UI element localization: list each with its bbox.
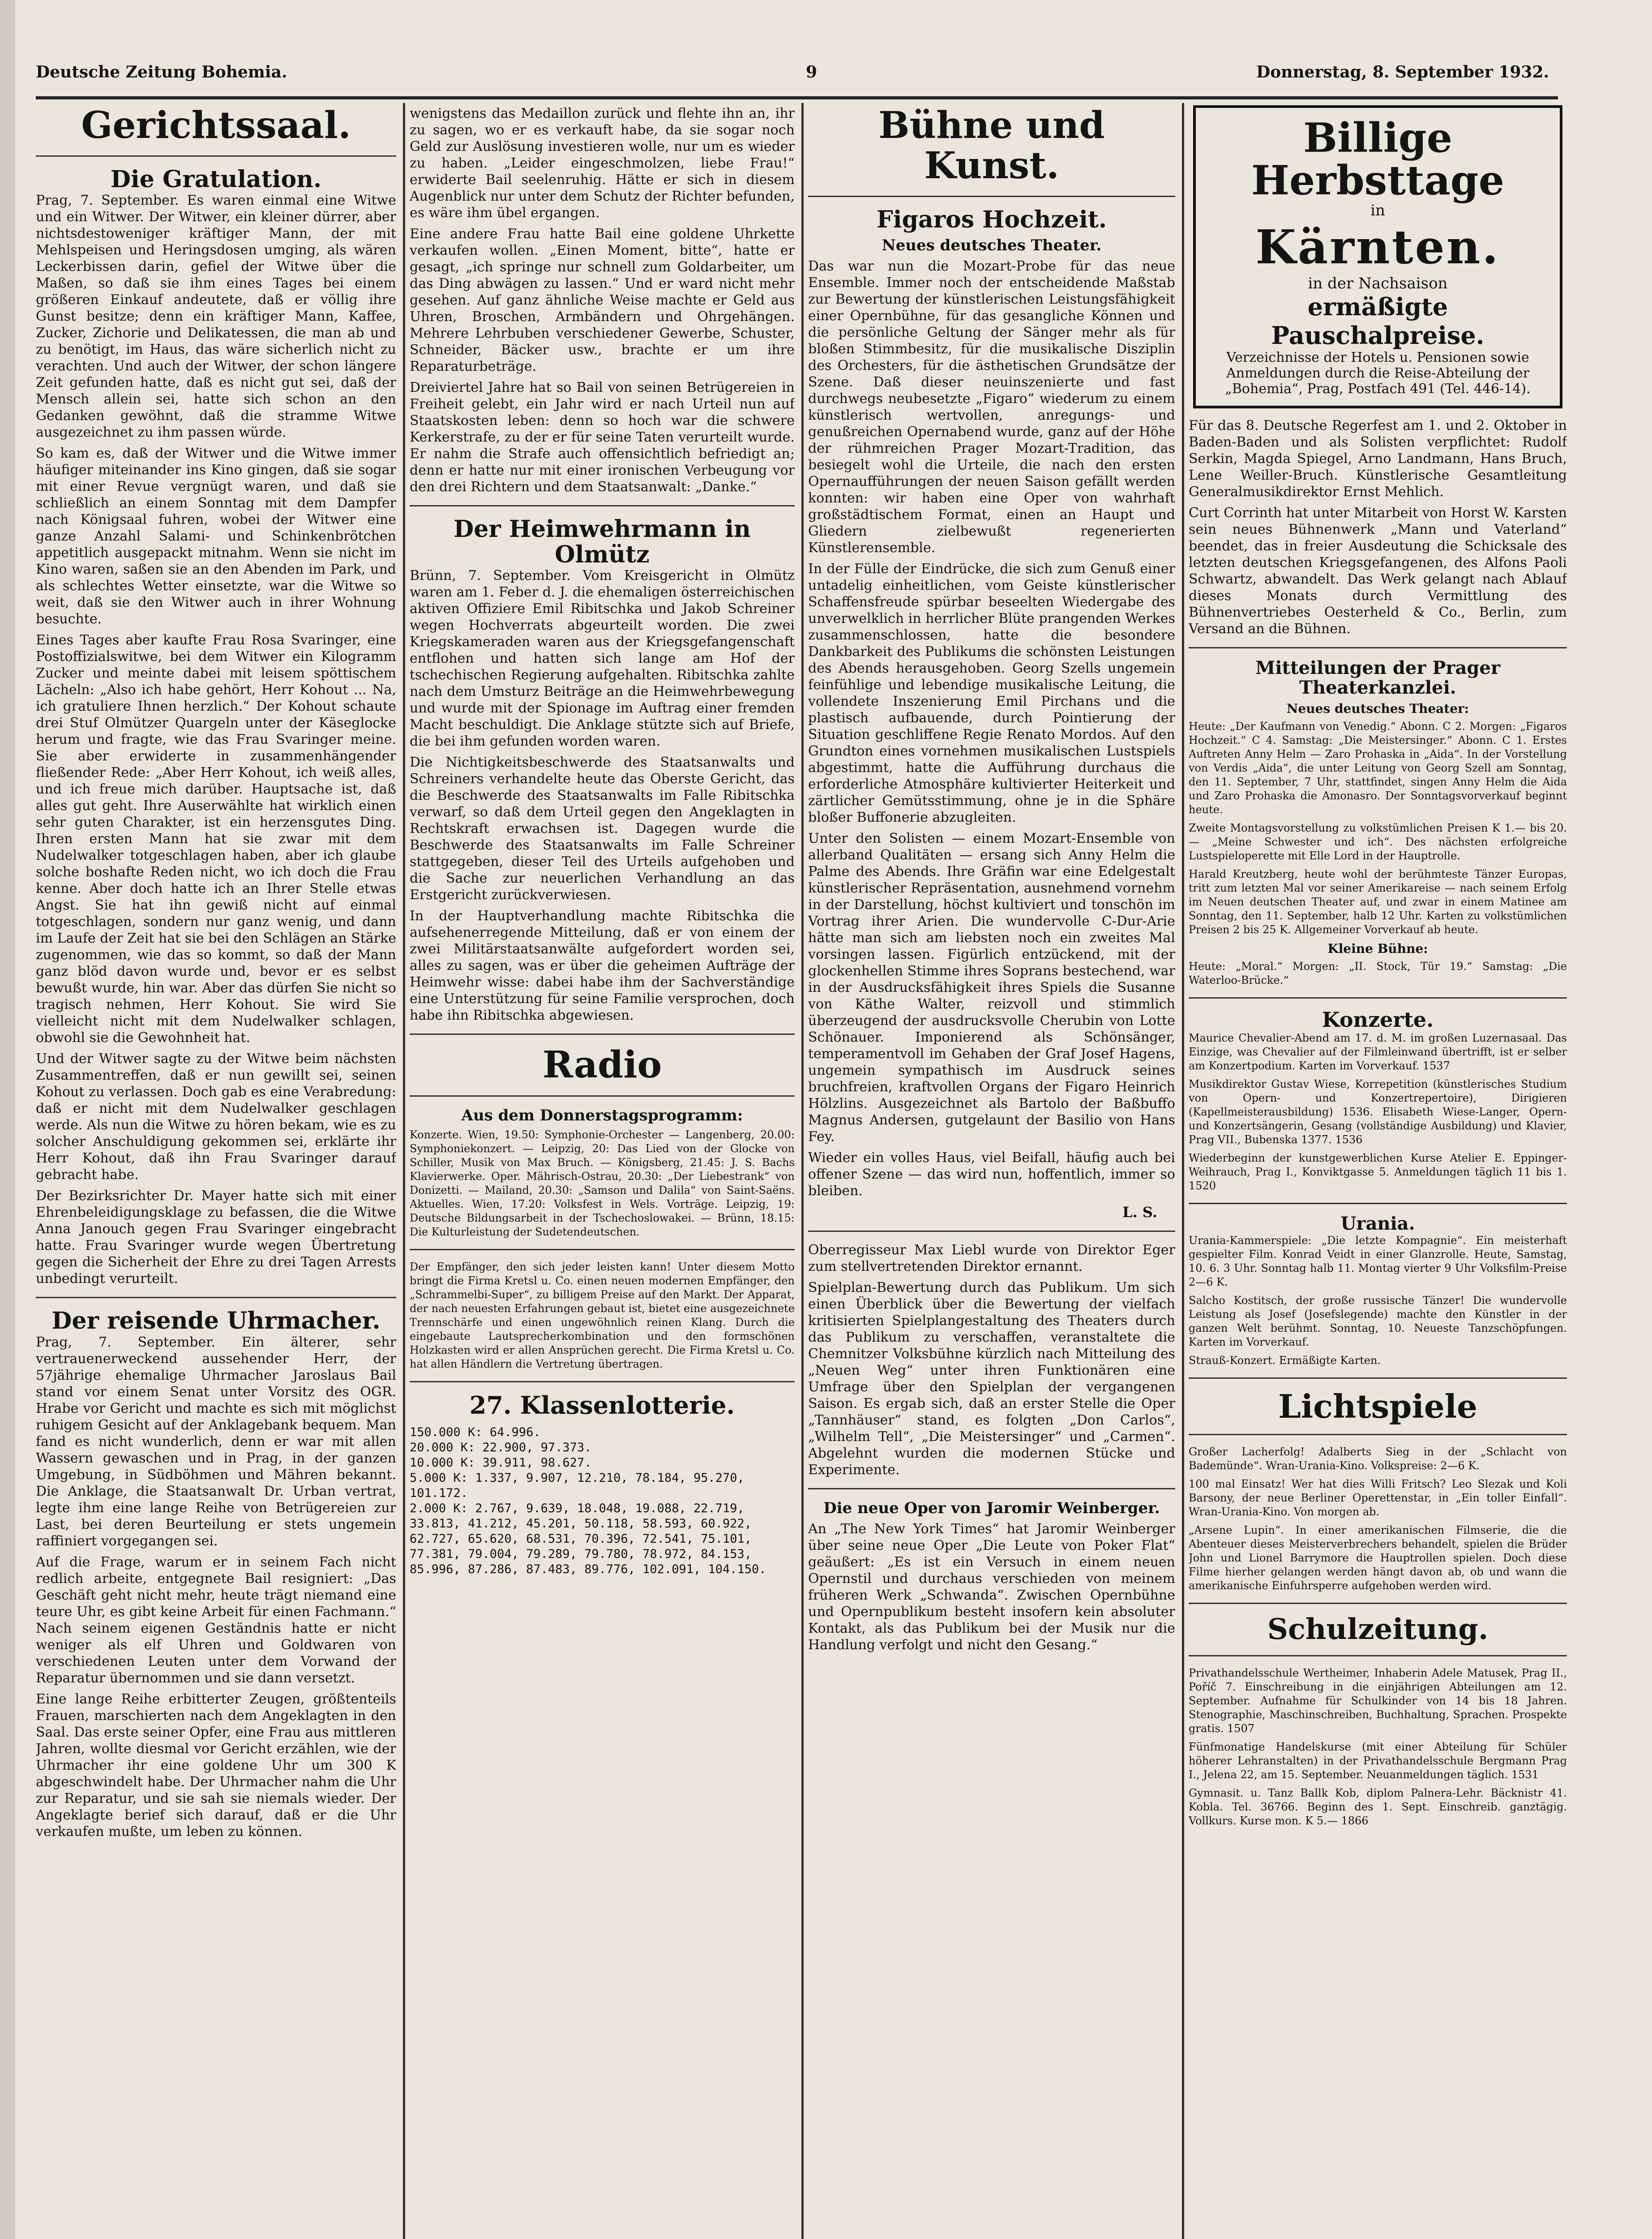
- column-2: [410, 105, 795, 2239]
- article-paragraph: Prag, 7. September. Es waren einmal eine Witwe und ein Witwer. Der Witwer, ein kleiner dürrer, aber nichtsdestoweniger kräftiger Mann, der mit Mehlspeisen und Heringsdosen umging, als wären Leckerbissen darin, gefiel der Witwe über die Maßen, so daß sie ihm eines Tages bei einem größeren Einkauf andeutete, daß er völlig ihre Gunst besitze; denn ein kräftiger Mann, Kaffee, Zucker, Zichorie und Delikatessen, die man ab und zu benötigt, im Haus, das wäre sicherlich nicht zu verachten. Und auch der Witwer, der schon längere Zeit gefunden hatte, daß es nicht gut sei, daß der Mensch allein sei, hatte sich schon an den Gedanken gewöhnt, daß die stramme Witwe ausgezeichnet zu ihm passen würde.: [36, 193, 396, 441]
- notice-paragraph: Wiederbeginn der kunstgewerblichen Kurse Atelier E. Eppinger-Weihrauch, Prag I., Konviktgasse 5. Anmeldungen täglich 11 bis 1. 1520: [1189, 1151, 1567, 1192]
- section-rule: [410, 1381, 795, 1382]
- ad-details: Verzeichnisse der Hotels u. Pensionen sowie Anmeldungen durch die Reise-Abteilung der „Bohemia“, Prag, Postfach 491 (Tel. 446-14).: [1225, 350, 1531, 397]
- article-title: Die neue Oper von Jaromir Weinberger.: [823, 1499, 1160, 1517]
- article-paragraph: wenigstens das Medaillon zurück und flehte ihn an, ihr zu sagen, wo er es verkauft habe, da sie sogar noch Geld zur Auslösung investieren wolle, nur um es wieder zu haben. „Leider eingeschmolzen, liebe Frau!“ erwiderte Bail seelenruhig. Hätte er sich in diesem Augenblick nur unter dem Schutz der Richter befunden, es wäre ihm übel ergangen.: [410, 106, 795, 221]
- article-paragraph: Der Bezirksrichter Dr. Mayer hatte sich mit einer Ehrenbeleidigungsklage zu befassen, die die Witwe Anna Janouch gegen Frau Svaringer eingebracht hatte. Frau Svaringer wurde wegen Übertretung gegen die Sicherheit der Ehre zu drei Tagen Arrests unbedingt verurteilt.: [36, 1188, 396, 1287]
- notice-paragraph: Maurice Chevalier-Abend am 17. d. M. im großen Luzernasaal. Das Einzige, was Chevalier auf der Filmleinwand übertrifft, ist er selber am Konzertpodium. Karten im Vorverkauf. 1537: [1189, 1031, 1567, 1072]
- lottery-line: 77.381, 79.004, 79.289, 79.780, 78.972, 84.153,: [410, 1547, 752, 1561]
- notice-paragraph: Großer Lacherfolg! Adalberts Sieg in der „Schlacht von Bademünde“. Wran-Urania-Kino. Volkspreise: 2—6 K.: [1189, 1445, 1567, 1472]
- page-header: [36, 63, 1549, 90]
- section-rule: [808, 196, 1175, 197]
- section-subtitle: Kleine Bühne:: [1327, 941, 1428, 956]
- column-1: [36, 105, 396, 2239]
- section-title-lichtspiele: Lichtspiele: [1278, 1387, 1477, 1425]
- issue-date: Donnerstag, 8. September 1932.: [1256, 63, 1549, 81]
- article-paragraph: In der Hauptverhandlung machte Ribitschka die aufsehenerregende Mitteilung, daß er von einem der zwei Militärstaatsanwälte aufgefordert worden sei, alles zu sagen, was er über die geheimen Aufträge der Heimwehr wisse: dabei habe ihm der Sachverständige eine Unterstützung für seine Familie versprochen, doch habe ihn Ribitschka abgewiesen.: [410, 908, 795, 1024]
- article-rule: [410, 505, 795, 506]
- article-paragraph: Wieder ein volles Haus, viel Beifall, häufig auch bei offener Szene — das wird nun, hoffentlich, immer so bleiben.: [808, 1150, 1175, 1199]
- radio-subtitle: Aus dem Donnerstagsprogramm:: [461, 1106, 743, 1124]
- article-paragraph: Eine andere Frau hatte Bail eine goldene Uhrkette verkaufen wollen. „Einen Moment, bitte“, hatte er gesagt, „ich springe nur schnell zum Goldarbeiter, um das Ding abwägen zu lassen.“ Und er ward nicht mehr gesehen. Auf ganz ähnliche Weise machte er Geld aus Uhren, Broschen, Armbändern und Ohrgehängen. Mehrere Lehrbuben verschiedener Gewerbe, Schuster, Schneider, Bäcker usw., brachte er um ihre Reparaturbeträge.: [410, 226, 795, 374]
- section-subtitle: Neues deutsches Theater:: [1286, 701, 1469, 716]
- article-paragraph: Prag, 7. September. Ein älterer, sehr vertrauenerweckend aussehender Herr, der 57jährige ehemalige Uhrmacher Jaroslaus Bail stand vor einem Senat unter Vorsitz des OGR. Hrabe vor Gericht und machte es sich mit möglichst ruhigem Gesicht auf der Anklagebank bequem. Man fand es nicht wunderlich, denn er war mit allen Wassern gewaschen und in Prag, in der ganzen Umgebung, in Südböhmen und Mähren bekannt. Die Anklage, die Staatsanwalt Dr. Urban vertrat, legte ihm eine lange Reihe von Betrügereien zur Last, bei deren Beurteilung er stets ungemein raffiniert vorgegangen sei.: [36, 1334, 396, 1549]
- notice-paragraph: Harald Kreutzberg, heute wohl der berühmteste Tänzer Europas, tritt zum letzten Mal vor seiner Amerikareise — nach seinem Erfolg im Neuen deutschen Theater auf, und zwar in einem Matinee am Sonntag, den 11. September, halb 12 Uhr. Karten zu volkstümlichen Preisen 2 bis 25 K. Allgemeiner Vorverkauf ab heute.: [1189, 868, 1567, 936]
- article-paragraph: Eine lange Reihe erbitterter Zeugen, größtenteils Frauen, marschierten nach dem Angeklagten in den Saal. Das erste seiner Opfer, eine Frau aus mittleren Jahren, wollte diesmal vor Gericht erzählen, wie der Uhrmacher ihr eine goldene Uhr um 300 K abgeschwindelt habe. Der Uhrmacher nahm die Uhr zur Reparatur, und sie sah sie niemals wieder. Der Angeklagte berief sich darauf, daß er die Uhr verkaufen mußte, um leben zu können.: [36, 1691, 396, 1840]
- article-title: Figaros Hochzeit.: [877, 206, 1107, 234]
- notice-paragraph: Zweite Montagsvorstellung zu volkstümlichen Preisen K 1.— bis 20.— „Meine Schwester und ich“. Des nächsten erfolgreiche Lustspieloperette mit Elle Lord in der Hauptrolle.: [1189, 822, 1567, 862]
- travel-advertisement: [1193, 105, 1562, 408]
- masthead-name: Deutsche Zeitung Bohemia.: [36, 63, 287, 81]
- column-rule: [1182, 103, 1184, 2239]
- column-4: [1189, 105, 1567, 2239]
- article-paragraph: Für das 8. Deutsche Regerfest am 1. und 2. Oktober in Baden-Baden und als Solisten verpflichtet: Rudolf Serkin, Magda Spiegel, Arno Landmann, Hans Bruch, Lene Weiller-Bruch. Künstlerische Gesamtleitung Generalmusikdirektor Ernst Mehlich.: [1189, 418, 1567, 500]
- section-rule: [410, 1034, 795, 1035]
- notice-paragraph: Urania-Kammerspiele: „Die letzte Kompagnie“. Ein meisterhaft gespielter Film. Konrad Veidt in einer Glanzrolle. Heute, Samstag, 10. 6. 3 Uhr. Sonntag halb 11. Montag vierter 9 Uhr Volksfilm-Preise 2—6 K.: [1189, 1234, 1567, 1288]
- lottery-line: 20.000 K: 22.900, 97.373.: [410, 1440, 592, 1454]
- section-rule: [1189, 647, 1567, 648]
- article-paragraph: In der Fülle der Eindrücke, die sich zum Genuß einer untadelig einheitlichen, vom Geiste künstlerischer Schaffensfreude spürbar beseelten Wiedergabe des unverwelklich in herrlicher Blüte prangenden Werkes zusammenschlossen, hatte die besondere Dankbarkeit des Publikums die schönsten Leistungen des Abends herausgehoben. Georg Szells ungemein feinfühlige und lebendige musikalische Leitung, die vollendete Inszenierung Emil Pirchans und die plastisch aufbauende, durch Pointierung der Situation geschliffene Regie Renato Mordos. Auf den Grundton eines vornehmen musikalischen Lustspiels abgestimmt, hatte die Aufführung durchaus die erforderliche Atmosphäre kultivierter Heiterkeit und zärtlicher Gemütsstimmung, ohne je in die Sphäre bloßer Buffonerie abzugleiten.: [808, 561, 1175, 825]
- section-rule: [1189, 1377, 1567, 1379]
- article-rule: [36, 1297, 396, 1298]
- section-title-schulzeitung: Schulzeitung.: [1267, 1612, 1489, 1646]
- column-rule: [801, 103, 804, 2239]
- page-edge: [0, 0, 15, 2239]
- radio-program: Konzerte. Wien, 19.50: Symphonie-Orchester — Langenberg, 20.00: Symphoniekonzert. — Leipzig, 20: Das Lied von der Glocke von Schiller, Musik von Max Bruch. — Königsberg, 21.45: J. S. Bachs Klavierwerke. Oper. Mährisch-Ostrau, 20.30: „Der Liebestrank“ von Donizetti. — Mailand, 20.30: „Samson und Dalila“ von Saint-Saëns. Aktuelles. Wien, 17.20: Volksfest in Wels. Vorträge. Leipzig, 19: Deutsche Bildungsarbeit in der Tschechoslowakei. — Brünn, 18.15: Die Kulturleistung der Sudetendeutschen.: [410, 1128, 795, 1238]
- lottery-line: 62.727, 65.620, 68.531, 70.396, 72.541, 75.101,: [410, 1531, 752, 1546]
- notice-paragraph: Heute: „Moral.“ Morgen: „II. Stock, Tür 19.“ Samstag: „Die Waterloo-Brücke.“: [1189, 960, 1567, 987]
- article-title: Der reisende Uhrmacher.: [51, 1307, 381, 1335]
- section-rule: [1189, 1203, 1567, 1204]
- section-rule: [1189, 1603, 1567, 1604]
- section-rule: [1189, 1434, 1567, 1435]
- section-title-konzerte: Konzerte.: [1322, 1008, 1434, 1032]
- notice-paragraph: Fünfmonatige Handelskurse (mit einer Abteilung für Schüler höherer Lehranstalten) in der Privathandelsschule Bergmann Prag I., Jelena 22, am 15. September. Neuanmeldungen täglich. 1531: [1189, 1741, 1567, 1781]
- column-3: [808, 105, 1175, 2239]
- notice-paragraph: Privathandelsschule Wertheimer, Inhaberin Adele Matusek, Prag II., Poříč 7. Einschreibung in die einjährigen Abteilungen am 12. September. Aufnahme für Schulkinder von 14 bis 18 Jahren. Stenographie, Maschinschreiben, Buchhaltung, Sprachen. Prospekte gratis. 1507: [1189, 1667, 1567, 1735]
- section-rule: [36, 155, 396, 157]
- section-rule: [410, 1095, 795, 1097]
- lottery-line: 101.172.: [410, 1486, 468, 1500]
- article-paragraph: Auf die Frage, warum er in seinem Fach nicht redlich arbeite, entgegnete Bail resigniert: „Das Geschäft geht nicht mehr, heute trägt niemand eine teure Uhr, es gibt keine Arbeit für einen Fachmann.“ Nach seinem eigenen Geständnis hatte er nicht weniger als elf Uhren und Goldwaren von verschiedenen Leuten unter dem Vorwand der Reparatur übernommen und sie dann versetzt.: [36, 1554, 396, 1686]
- article-rule: [410, 1249, 795, 1250]
- article-paragraph: Das war nun die Mozart-Probe für das neue Ensemble. Immer noch der entscheidende Maßstab zur Bewertung der künstlerischen Leistungsfähigkeit einer Opernbühne, für das gesangliche Können und die persönliche Geltung der Sänger mehr als für bloßen Stimmbesitz, für die musikalische Disziplin des Orchesters, für die ästhetischen Grundsätze der Szene. Daß dieser neuinszenierte und fast durchwegs neubesetzte „Figaro“ wiederum zu einem künstlerisch wertvollen, anregungs- und genußreichen Opernabend wurde, ganz auf der Höhe der rühmreichen Prager Mozart-Tradition, das besiegelt wohl die Urteile, die nach den ersten Opernaufführungen der neuen Saison gefällt werden konnten: wir haben eine Oper von wahrhaft großstädtischem Format, einen an Haupt und Gliedern zielbewußt regenerierten Künstlerensemble.: [808, 258, 1175, 556]
- lottery-title: 27. Klassenlotterie.: [469, 1390, 735, 1420]
- lottery-line: 10.000 K: 39.911, 98.627.: [410, 1455, 592, 1470]
- ad-subheadline: ermäßigte Pauschalpreise.: [1271, 292, 1485, 350]
- article-paragraph: Brünn, 7. September. Vom Kreisgericht in Olmütz waren am 1. Feber d. J. die ehemaligen österreichischen aktiven Offiziere Emil Ribitschka und Jakob Schreiner wegen Hochverrats abgeurteilt worden. Die zwei Kriegskameraden waren aus der Kriegsgefangenschaft entflohen und hatten sich lange am Hof der tschechischen Regierung aufgehalten. Ribitschka zahlte nach dem Umsturz Beiträge an die Heimwehrbewegung und wurde mit der Spionage im Auftrag einer fremden Macht beschuldigt. Die Anklage stützte sich auf Briefe, die bei ihm gefunden worden waren.: [410, 568, 795, 750]
- ad-text: in: [1370, 202, 1385, 219]
- notice-paragraph: Strauß-Konzert. Ermäßigte Karten.: [1189, 1354, 1381, 1367]
- ad-headline: Billige Herbsttage: [1251, 114, 1504, 204]
- notice-paragraph: Musikdirektor Gustav Wiese, Korrepetition (künstlerisches Studium von Opern- und Konzertrepertoire), Dirigieren (Kapellmeisterausbildung) 1536. Elisabeth Wiese-Langer, Opern- und Konzertsängerin, Gesang (vollständige Ausbildung) und Klavier, Prag VII., Bubenska 1377. 1536: [1189, 1077, 1567, 1146]
- section-rule: [1189, 1655, 1567, 1656]
- section-title-urania: Urania.: [1340, 1213, 1415, 1234]
- radio-advert: Der Empfänger, den sich jeder leisten kann! Unter diesem Motto bringt die Firma Kretsl u. Co. einen neuen modernen Empfänger, den „Schrammelbi-Super“, zu billigem Preise auf den Markt. Der Apparat, der nach neuesten Erfahrungen gebaut ist, bietet eine ausgezeichnete Trennschärfe und einen ungewöhnlich reinen Klang. Durch die eingebaute Lautsprecherkombination und den formschönen Holzkasten wird er allen Ansprüchen gerecht. Die Firma Kretsl u. Co. hat allen Händlern die Vertretung übertragen.: [410, 1260, 795, 1370]
- article-paragraph: Spielplan-Bewertung durch das Publikum. Um sich einen Überblick über die Bewertung der vielfach kritisierten Spielplangestaltung des Theaters durch das Publikum zu verschaffen, veranstaltete die Chemnitzer Volksbühne kürzlich nach Mitteilung des „Neuen Weg“ unter ihren Funktionären eine Umfrage über den Spielplan der vergangenen Saison. Es ergab sich, daß an erster Stelle die Oper „Tannhäuser“ stand, es folgten „Don Carlos“, „Wilhelm Tell“, „Die Meistersinger“ und „Carmen“. Abgelehnt wurden die modernen Stücke und Experimente.: [808, 1279, 1175, 1478]
- notice-paragraph: „Arsene Lupin“. In einer amerikanischen Filmserie, die die Abenteuer dieses Meisterverbrechers behandelt, spielen die Brüder John und Lionel Barrymore die Hauptrollen spielen. Doch diese Filme hierher gelangen werden hängt davon ab, ob und wann die amerikanische Einfuhrsperre aufgehoben werden wird.: [1189, 1523, 1567, 1592]
- article-title: Die Gratulation.: [110, 166, 322, 193]
- article-paragraph: Eines Tages aber kaufte Frau Rosa Svaringer, eine Postoffizialswitwe, bei dem Witwer ein Kilogramm Zucker und meinte dabei mit leisem spöttischem Lächeln: „Also ich habe gehört, Herr Kohout ... Na, ich gratuliere Ihnen herzlich.“ Der Kohout schaute drei Stuf Olmützer Quargeln unter der Käseglocke herum und fragte, wie das Frau Svaringer meine. Sie aber erwiderte in zusammenhängender fließender Rede: „Aber Herr Kohout, ich weiß alles, und ich freue mich darüber. Hauptsache ist, daß alles gut geht. Ihre Auserwählte hat wirklich einen sehr guten Charakter, ist ein herzensgutes Ding. Ihren ersten Mann hat sie zwar mit dem Nudelwalker totgeschlagen haben, aber ich glaube solche boshafte Reden nicht, wo ich doch die Frau kenne. Aber doch hatte ich an Ihrer Stelle etwas Angst. Sie hat ihn gewiß nicht auf einmal totgeschlagen, sondern nur ganz wenig, und dann im Laufe der Zeit hat sie bei den Schlägen an Stärke zugenommen, wie das so kommt, so daß der Mann ganz blöd davon wurde und, bevor er es selbst bewußt wurde, hin war. Aber das dürfen Sie nicht so tragisch nehmen, Herr Kohout. Sie wird Sie vielleicht nicht mit dem Nudelwalker schlagen, obwohl sie die Gewohnheit hat.: [36, 632, 396, 1046]
- notice-paragraph: 100 mal Einsatz! Wer hat dies Willi Fritsch? Leo Slezak und Koli Barsony, der neue Berliner Operettenstar, in „Ein toller Einfall“. Wran-Urania-Kino. Von morgen ab.: [1189, 1477, 1567, 1518]
- notice-paragraph: Heute: „Der Kaufmann von Venedig.“ Abonn. C 2. Morgen: „Figaros Hochzeit.“ C 4. Samstag: „Die Meistersinger.“ Abonn. C 1. Erstes Auftreten Anny Helm — Zaro Prohaska in „Aida“. In der Vorstellung von Verdis „Aida“, die unter Leitung von Georg Szell am Sonntag, den 11. September, 7 Uhr, stattfindet, singen Anny Helm die Aida und Zaro Prohaska die Amonasro. Der Sonntagsvorverkauf beginnt heute.: [1189, 720, 1567, 816]
- article-paragraph: Oberregisseur Max Liebl wurde von Direktor Eger zum stellvertretenden Direktor ernannt.: [808, 1242, 1175, 1274]
- lottery-line: 150.000 K: 64.996.: [410, 1425, 541, 1439]
- lottery-line: 5.000 K: 1.337, 9.907, 12.210, 78.184, 95.270,: [410, 1471, 745, 1485]
- article-rule: [808, 1231, 1175, 1232]
- article-subtitle: Neues deutsches Theater.: [882, 236, 1102, 254]
- article-paragraph: Die Nichtigkeitsbeschwerde des Staatsanwalts und Schreiners verhandelte heute das Oberste Gericht, das die Beschwerde des Staatsanwalts im Falle Ribitschka verwarf, so daß dem Urteil gegen den Angeklagten in Rechtskraft erwachsen ist. Dagegen wurde die Beschwerde des Staatsanwalts im Falle Schreiner stattgegeben, dieser Teil des Urteils aufgehoben und die Sache zur neuerlichen Verhandlung an das Erstgericht zurückverwiesen.: [410, 755, 795, 903]
- section-rule: [1189, 997, 1567, 999]
- article-title: Der Heimwehrmann in Olmütz: [454, 515, 751, 569]
- article-paragraph: An „The New York Times“ hat Jaromir Weinberger über seine neue Oper „Die Leute von Poker Flat“ geäußert: „Es ist ein Versuch in einem neuen Opernstil und durchaus verschieden von meinem früheren Werk „Schwanda“. Zwischen Opernbühne und Opernpublikum besteht insofern kein absoluter Kontakt, als das Publikum bei der Musik nur die Handlung verfolgt und nicht den Gesang.“: [808, 1521, 1175, 1653]
- notice-paragraph: Salcho Kostitsch, der große russische Tänzer! Die wundervolle Leistung als Josef (Josefslegende) machte den Künstler in der ganzen Welt berühmt. Sonntag, 10. Neueste Tanzschöpfungen. Karten im Vorverkauf.: [1189, 1294, 1567, 1348]
- header-rule: [36, 96, 1558, 99]
- article-paragraph: Curt Corrinth hat unter Mitarbeit von Horst W. Karsten sein neues Bühnenwerk „Mann und Vaterland“ beendet, das in freier Ausdeutung die Schicksale des letzten deutschen Kriegsgefangenen, des Alfons Paoli Schwartz, abwandelt. Das Werk gelangt nach Ablauf dieses Monats durch Vermittlung des Bühnenvertriebes Oesterheld & Co., Berlin, zum Versand an die Bühnen.: [1189, 505, 1567, 637]
- ad-text: in der Nachsaison: [1308, 275, 1448, 292]
- page-number: 9: [806, 63, 817, 81]
- lottery-line: 2.000 K: 2.767, 9.639, 18.048, 19.088, 22.719,: [410, 1501, 745, 1515]
- lottery-line: 33.813, 41.212, 45.201, 50.118, 58.593, 60.922,: [410, 1516, 752, 1531]
- ad-headline-kaernten: Kärnten.: [1255, 219, 1500, 275]
- article-rule: [808, 1488, 1175, 1489]
- article-paragraph: Unter den Solisten — einem Mozart-Ensemble von allerband Qualitäten — ersang sich Anny Helm die Palme des Abends. Ihre Gräfin war eine Edelgestalt künstlerischer Repräsentation, ausnehmend vornehm in der Darstellung, höchst kultiviert und tonschön im Vortrag ihrer Arien. Die wundervolle C-Dur-Arie hätte man sich am liebsten noch ein zweites Mal vorsingen lassen. Figürlich entzückend, mit der glockenhellen Stimme ihres Soprans bestechend, war in der Ausdrucksfähigkeit ihres Spiels die Susanne von Käthe Walter, reizvoll und stimmlich überzeugend der ausdrucksvolle Cherubin von Lotte Schönauer. Imponierend als Schönsänger, temperamentvoll im Gehaben der Graf Josef Hagens, ungemein sympathisch im Ausdruck seines bruchfreien, kraftvollen Organs der Figaro Heinrich Hölzlins. Ausgezeichnet als Bartolo der Baßbuffo Magnus Andersen, gutgelaunt der Basilio von Hans Fey.: [808, 830, 1175, 1145]
- section-title-radio: Radio: [542, 1043, 662, 1087]
- column-rule: [403, 103, 405, 2239]
- lottery-line: 85.996, 87.286, 87.483, 89.776, 102.091, 104.150.: [410, 1562, 766, 1576]
- author-signature: L. S.: [1122, 1203, 1157, 1221]
- article-paragraph: Und der Witwer sagte zu der Witwe beim nächsten Zusammentreffen, daß er nun gewillt sei, seinen Kohout zu verlassen. Doch gab es eine Verabredung: daß er nicht mit dem Nudelwalker geschlagen werde. Als nun die Witwe zu hören bekam, wie es zu solcher Anschuldigung gekommen sei, erklärte ihr Herr Kohout, daß ihn Frau Svaringer darauf gebracht habe.: [36, 1051, 396, 1183]
- section-title-gerichtssaal: Gerichtssaal.: [81, 105, 351, 147]
- section-title-buehne: Bühne und Kunst.: [878, 105, 1105, 188]
- section-title-theaterkanzlei: Mitteilungen der Prager Theaterkanzlei.: [1255, 657, 1500, 698]
- lottery-results: [410, 1425, 795, 1577]
- article-paragraph: So kam es, daß der Witwer und die Witwe immer häufiger miteinander ins Kino gingen, daß sie sogar mit einer Revue vergnügt waren, und daß sie schließlich an einem Sonntag mit dem Dampfer nach Königsaal fuhren, wobei der Witwer eine ganze Anzahl Salami- und Schinkenbrötchen appetitlich ausgepackt mitnahm. Wenn sie nicht im Kino waren, saßen sie an den Abenden im Park, und als schlechtes Wetter einsetzte, war die Witwe so weit, daß sie den Witwer auch in ihrer Wohnung besuchte.: [36, 446, 396, 627]
- notice-paragraph: Gymnasit. u. Tanz Ballk Kob, diplom Palnera-Lehr. Bäcknistr 41. Kobla. Tel. 36766. Beginn des 1. Sept. Einschreib. ganztägig. Vollkurs. Kurse mon. K 5.— 1866: [1189, 1787, 1567, 1827]
- article-paragraph: Dreiviertel Jahre hat so Bail von seinen Betrügereien in Freiheit gelebt, ein Jahr wird er nach Urteil nun auf Staatskosten leben: denn so hoch war die schwere Kerkerstrafe, zu der er für seine Taten verurteilt wurde. Er nahm die Strafe auch offensichtlich befriedigt an; denn er hatte nur mit einer ironischen Verbeugung vor den drei Richtern und dem Staatsanwalt: „Danke.“: [410, 380, 795, 495]
